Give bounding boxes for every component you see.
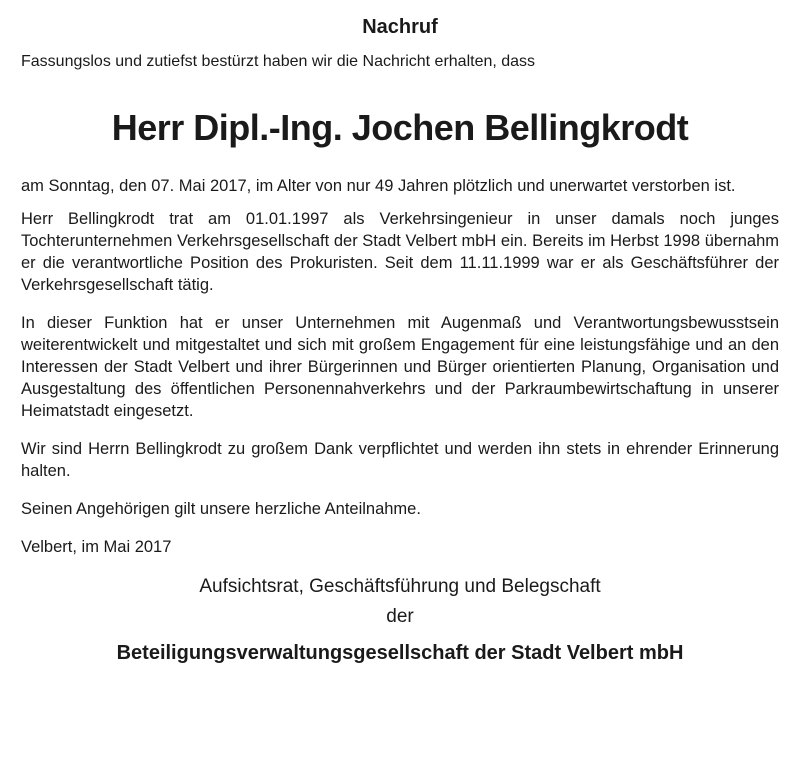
paragraph-death-date: am Sonntag, den 07. Mai 2017, im Alter von nur 49 Jahren plötzlich und unerwartet verstorben ist.	[21, 177, 736, 195]
place-date: Velbert, im Mai 2017	[21, 538, 172, 556]
paragraph-career: Herr Bellingkrodt trat am 01.01.1997 als Verkehrsingenieur in unser damals noch junges Tochterunternehmen Verkehrsgesellschaft der Stadt Velbert mbH ein. Bereits im Herbst 1998 übernahm er die verantwortliche Position des Prokuristen. Seit dem 11.11.1999 war er als Geschäftsführer der Verkehrsgesellschaft tätig.	[21, 210, 779, 294]
notice-heading: Nachruf	[362, 16, 438, 38]
deceased-name: Herr Dipl.-Ing. Jochen Bellingkrodt	[111, 107, 689, 148]
signature-block	[21, 572, 779, 670]
intro-text: Fassungslos und zutiefst bestürzt haben wir die Nachricht erhalten, dass	[21, 53, 536, 70]
signature-line-1: Aufsichtsrat, Geschäftsführung und Belegschaft	[199, 576, 601, 597]
paragraph-achievements: In dieser Funktion hat er unser Unternehmen mit Augenmaß und Verantwortungsbewusstsein weiterentwickelt und mitgestaltet und sich mit großem Engagement für eine leistungsfähige und an den Interessen der Stadt Velbert und ihrer Bürgerinnen und Bürger orientierten Planung, Organisation und Ausgestaltung des öffentlichen Personennahverkehrs und der Parkraumbewirtschaftung in unserer Heimatstadt eingesetzt.	[21, 314, 779, 420]
paragraph-gratitude: Wir sind Herrn Bellingkrodt zu großem Dank verpflichtet und werden ihn stets in ehrender Erinnerung halten.	[21, 440, 779, 480]
signature-organization: Beteiligungsverwaltungsgesellschaft der Stadt Velbert mbH	[116, 642, 684, 664]
signature-line-2: der	[386, 606, 414, 627]
paragraph-condolences: Seinen Angehörigen gilt unsere herzliche Anteilnahme.	[21, 500, 421, 518]
